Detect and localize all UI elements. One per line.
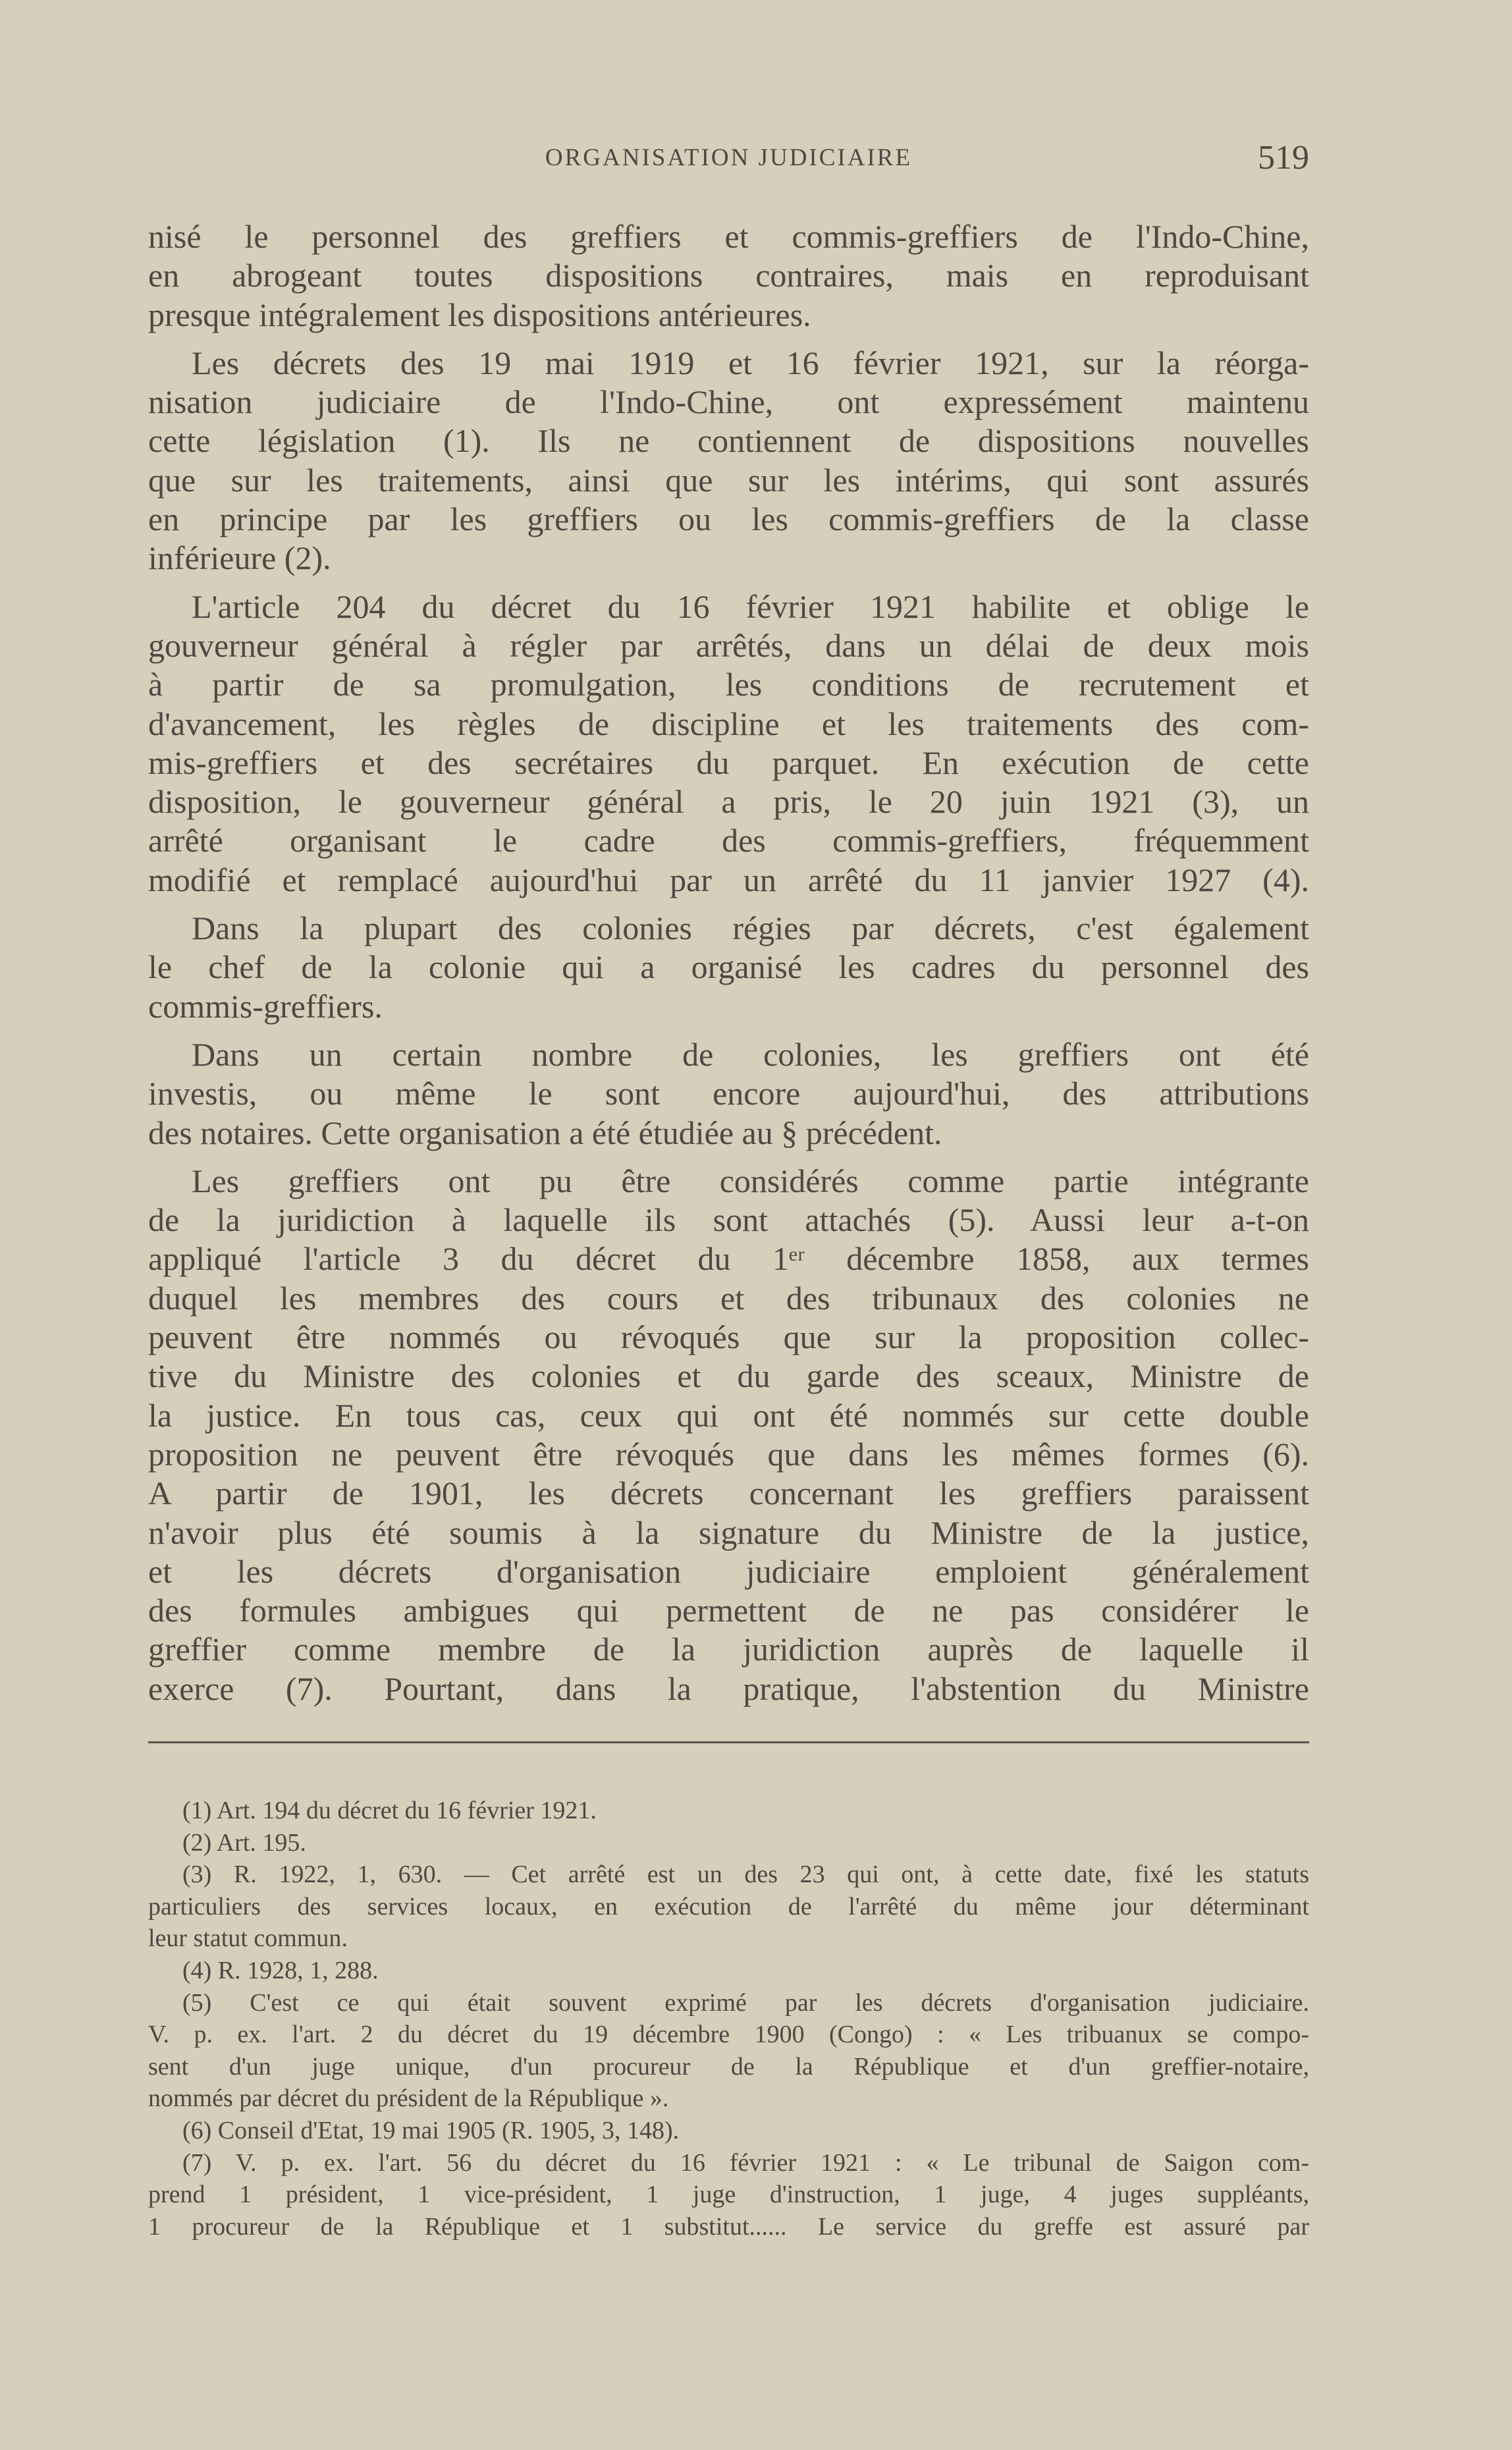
footnote	[148, 1987, 1309, 2115]
footnote-line: (3) R. 1922, 1, 630. — Cet arrêté est un des 23 qui ont, à cette date, fixé les statuts	[182, 1861, 1309, 1889]
footnote-line: (6) Conseil d'Etat, 19 mai 1905 (R. 1905, 3, 148).	[182, 2116, 680, 2144]
paragraph	[148, 344, 1309, 578]
footnote-line: (4) R. 1928, 1, 288.	[182, 1956, 379, 1984]
text-line: que sur les traitements, ainsi que sur les intérims, qui sont assurés	[148, 461, 1309, 499]
body-text	[148, 217, 1309, 1718]
footnote-line: leur statut commun.	[148, 1924, 348, 1953]
text-line: le chef de la colonie qui a organisé les cadres du personnel des	[148, 948, 1309, 986]
footnote-line: 1 procureur de la République et 1 substitut...... Le service du greffe est assuré par	[148, 2212, 1309, 2241]
text-line: mis-greffiers et des secrétaires du parquet. En exécution de cette	[148, 744, 1309, 781]
running-title: ORGANISATION JUDICIAIRE	[545, 144, 913, 171]
footnote	[148, 1859, 1309, 1955]
text-line: en principe par les greffiers ou les commis-greffiers de la classe	[148, 501, 1309, 538]
footnote	[148, 1955, 1309, 1987]
text-line: nisé le personnel des greffiers et commis-greffiers de l'Indo-Chine,	[148, 218, 1309, 255]
footnote	[148, 1795, 1309, 1827]
text-line: exerce (7). Pourtant, dans la pratique, l'abstention du Ministre	[148, 1670, 1309, 1707]
text-line: inférieure (2).	[148, 539, 331, 577]
paragraph	[148, 217, 1309, 335]
paragraph	[148, 1035, 1309, 1153]
text-line: modifié et remplacé aujourd'hui par un arrêté du 11 janvier 1927 (4).	[148, 861, 1309, 898]
footnote-separator-rule	[148, 1741, 1309, 1743]
footnote-line: (2) Art. 195.	[182, 1828, 306, 1857]
text-line: tive du Ministre des colonies et du garde des sceaux, Ministre de	[148, 1357, 1309, 1395]
footnote	[148, 1827, 1309, 1859]
text-line: nisation judiciaire de l'Indo-Chine, ont expressément maintenu	[148, 383, 1309, 421]
text-line: à partir de sa promulgation, les conditions de recrutement et	[148, 666, 1309, 703]
text-line: proposition ne peuvent être révoqués que dans les mêmes formes (6).	[148, 1435, 1309, 1473]
footnote-line: (5) C'est ce qui était souvent exprimé par les décrets d'organisation judiciaire.	[182, 1988, 1309, 2017]
footnote	[148, 2147, 1309, 2243]
text-line: arrêté organisant le cadre des commis-greffiers, fréquemment	[148, 822, 1309, 859]
text-line: de la juridiction à laquelle ils sont attachés (5). Aussi leur a-t-on	[148, 1201, 1309, 1239]
text-line: peuvent être nommés ou révoqués que sur la proposition collec-	[148, 1319, 1309, 1356]
footnote-line: nommés par décret du président de la République ».	[148, 2084, 669, 2113]
text-line: commis-greffiers.	[148, 987, 383, 1025]
paragraph	[148, 909, 1309, 1026]
text-line: des formules ambigues qui permettent de ne pas considérer le	[148, 1592, 1309, 1629]
text-line: appliqué l'article 3 du décret du 1ᵉʳ décembre 1858, aux termes	[148, 1240, 1309, 1278]
text-line: des notaires. Cette organisation a été étudiée au § précédent.	[148, 1114, 942, 1151]
text-line: investis, ou même le sont encore aujourd'hui, des attributions	[148, 1075, 1309, 1112]
text-line: L'article 204 du décret du 16 février 1921 habilite et oblige le	[192, 587, 1309, 625]
page-number: 519	[1258, 139, 1309, 177]
text-line: disposition, le gouverneur général a pris, le 20 juin 1921 (3), un	[148, 783, 1309, 821]
footnote-line: (1) Art. 194 du décret du 16 février 1921.	[182, 1797, 597, 1824]
text-line: et les décrets d'organisation judiciaire emploient généralement	[148, 1552, 1309, 1590]
text-line: duquel les membres des cours et des tribunaux des colonies ne	[148, 1279, 1309, 1317]
footnotes	[148, 1795, 1309, 2243]
footnote-line: (7) V. p. ex. l'art. 56 du décret du 16 février 1921 : « Le tribunal de Saigon com-	[182, 2148, 1309, 2177]
footnote-line: sent d'un juge unique, d'un procureur de la République et d'un greffier-notaire,	[148, 2052, 1309, 2081]
text-line: Les greffiers ont pu être considérés comme partie intégrante	[192, 1162, 1309, 1199]
text-line: Dans un certain nombre de colonies, les greffiers ont été	[192, 1035, 1309, 1073]
footnote	[148, 2115, 1309, 2147]
footnote-line: particuliers des services locaux, en exécution de l'arrêté du même jour déterminant	[148, 1892, 1309, 1920]
page-header	[148, 138, 1309, 184]
text-line: la justice. En tous cas, ceux qui ont été nommés sur cette double	[148, 1396, 1309, 1434]
text-line: A partir de 1901, les décrets concernant les greffiers paraissent	[148, 1475, 1309, 1512]
text-line: Les décrets des 19 mai 1919 et 16 février 1921, sur la réorga-	[192, 344, 1309, 381]
text-line: n'avoir plus été soumis à la signature du Ministre de la justice,	[148, 1513, 1309, 1551]
text-line: greffier comme membre de la juridiction auprès de laquelle il	[148, 1631, 1309, 1668]
text-line: presque intégralement les dispositions antérieures.	[148, 296, 811, 333]
paragraph	[148, 587, 1309, 900]
paragraph	[148, 1162, 1309, 1708]
footnote-line: V. p. ex. l'art. 2 du décret du 19 décembre 1900 (Congo) : « Les tribuanux se compo-	[148, 2021, 1309, 2049]
text-line: gouverneur général à régler par arrêtés, dans un délai de deux mois	[148, 626, 1309, 664]
text-line: en abrogeant toutes dispositions contraires, mais en reproduisant	[148, 257, 1309, 294]
text-line: Dans la plupart des colonies régies par décrets, c'est également	[192, 910, 1309, 947]
text-line: d'avancement, les règles de discipline et les traitements des com-	[148, 705, 1309, 742]
footnote-line: prend 1 président, 1 vice-président, 1 juge d'instruction, 1 juge, 4 juges suppléants,	[148, 2181, 1309, 2209]
text-line: cette législation (1). Ils ne contiennent de dispositions nouvelles	[148, 422, 1309, 460]
